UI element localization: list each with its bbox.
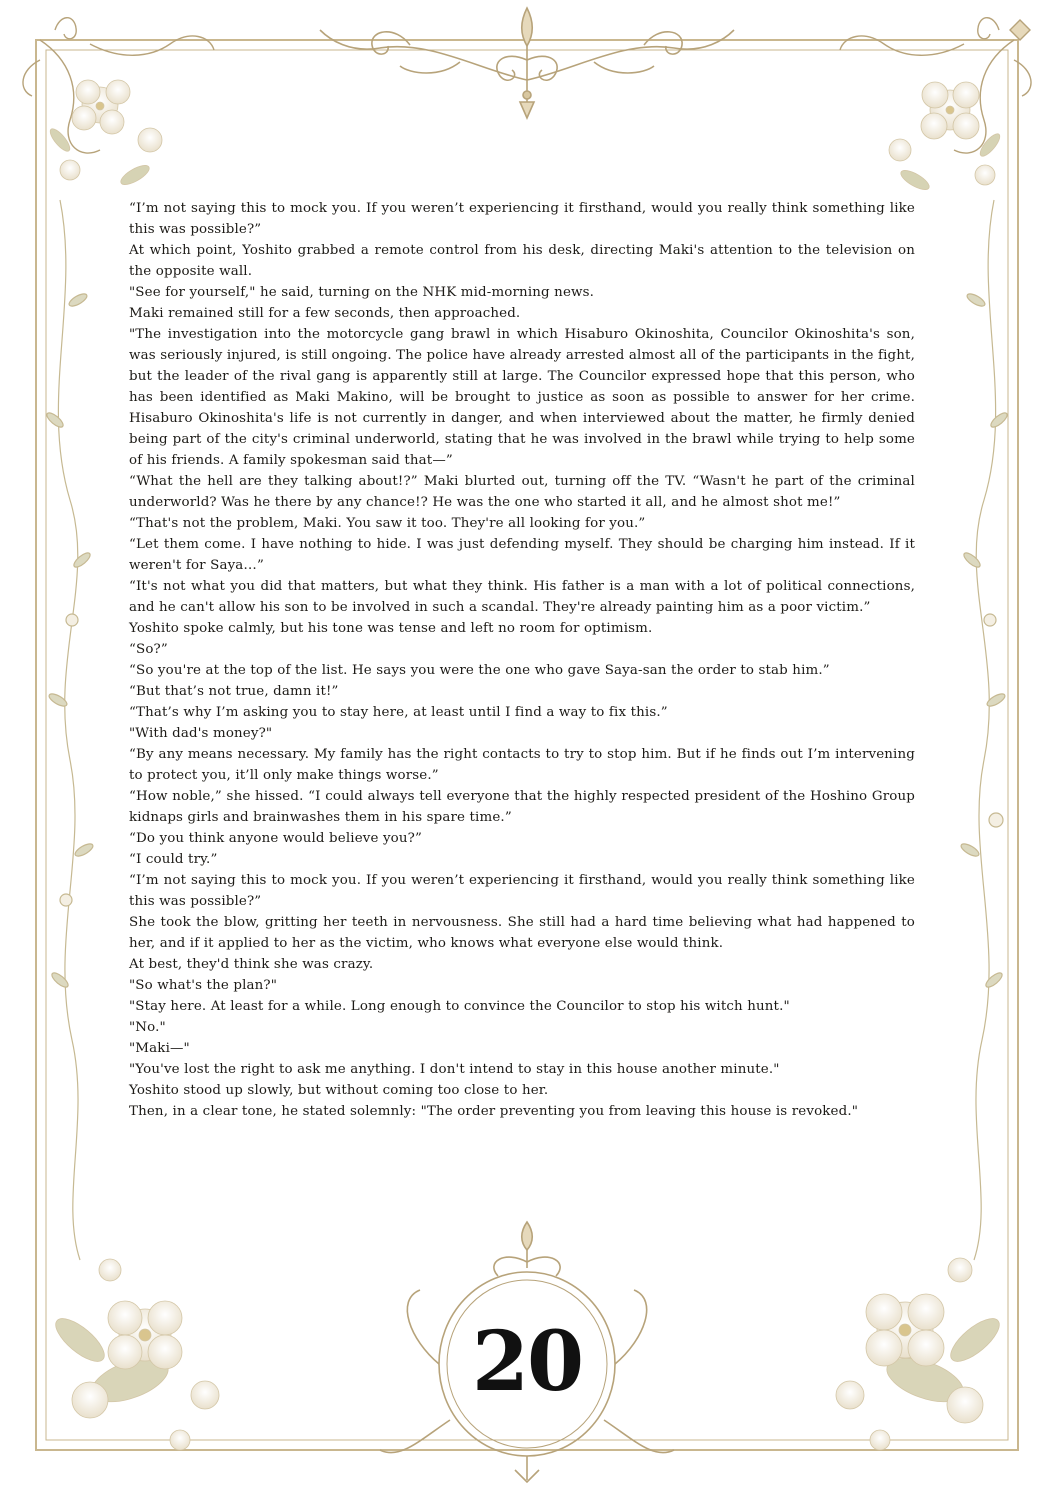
top-left-flowers: [47, 80, 162, 188]
paragraph: “But that’s not true, damn it!”: [129, 684, 339, 699]
paragraph: Yoshito spoke calmly, but his tone was tense and left no room for optimism.: [129, 621, 653, 636]
paragraph: “Do you think anyone would believe you?”: [129, 831, 422, 846]
paragraph: “So you're at the top of the list. He says you were the one who gave Saya-san the order to stab him.”: [129, 663, 830, 678]
paragraph: At best, they'd think she was crazy.: [129, 957, 374, 972]
paragraph: “It's not what you did that matters, but what they think. His father is a man with a lot of political connections, and he can't allow his son to be involved in such a scandal. They're already painting him as a poor victim.”: [129, 579, 915, 615]
paragraph: “I’m not saying this to mock you. If you weren’t experiencing it firsthand, would you really think something like this was possible?”: [129, 873, 915, 909]
right-vine: [959, 200, 1009, 1260]
paragraph: "No.": [129, 1020, 166, 1035]
paragraph: "With dad's money?": [129, 726, 273, 741]
paragraph: "Stay here. At least for a while. Long enough to convince the Councilor to stop his witch hunt.": [129, 999, 790, 1014]
paragraph: At which point, Yoshito grabbed a remote control from his desk, directing Maki's attention to the television on the opposite wall.: [129, 243, 915, 279]
paragraph: She took the blow, gritting her teeth in nervousness. She still had a hard time believing what had happened to her, and if it applied to her as the victim, who knows what everyone else would think.: [129, 915, 915, 951]
paragraph: “I could try.”: [129, 852, 218, 867]
paragraph: "See for yourself," he said, turning on the NHK mid-morning news.: [129, 285, 595, 300]
paragraph: “I’m not saying this to mock you. If you weren’t experiencing it firsthand, would you really think something like this was possible?”: [129, 201, 915, 237]
paragraph: "The investigation into the motorcycle gang brawl in which Hisaburo Okinoshita, Councilor Okinoshita's son, was seriously injured, is still ongoing. The police have already arrested almost all of the participants in the fight, but the leader of the rival gang is apparently still at large. The Councilor expressed hope that this person, who has been identified as Maki Makino, will be brought to justice as soon as possible to answer for her crime. Hisaburo Okinoshita's life is not currently in danger, and when interviewed about the matter, he firmly denied being part of the city's criminal underworld, stating that he was involved in the brawl while trying to help some of his friends. A family spokesman said that—”: [129, 327, 915, 468]
paragraph: Then, in a clear tone, he stated solemnly: "The order preventing you from leaving this house is revoked.": [129, 1104, 859, 1119]
story-text: [129, 198, 915, 1122]
paragraph: “What the hell are they talking about!?” Maki blurted out, turning off the TV. “Wasn't he part of the criminal underworld? Was he there by any chance!? He was the one who started it all, and he almost shot me!”: [129, 474, 915, 510]
bottom-right-flowers: [836, 1258, 1006, 1450]
left-vine: [45, 200, 95, 1260]
paragraph: “Let them come. I have nothing to hide. I was just defending myself. They should be charging him instead. If it weren't for Saya…”: [129, 537, 915, 573]
paragraph: “That's not the problem, Maki. You saw it too. They're all looking for you.”: [129, 516, 646, 531]
paragraph: Yoshito stood up slowly, but without coming too close to her.: [129, 1083, 549, 1098]
top-fleur-ornament: [320, 8, 734, 118]
paragraph: “How noble,” she hissed. “I could always tell everyone that the highly respected president of the Hoshino Group kidnaps girls and brainwashes them in his spare time.”: [129, 789, 915, 825]
paragraph: “That’s why I’m asking you to stay here, at least until I find a way to fix this.”: [129, 705, 668, 720]
page-number: 20: [471, 1314, 583, 1410]
bottom-left-flowers: [49, 1259, 219, 1450]
paragraph: "Maki—": [129, 1041, 190, 1056]
paragraph: Maki remained still for a few seconds, then approached.: [129, 306, 521, 321]
paragraph: "You've lost the right to ask me anything. I don't intend to stay in this house another minute.": [129, 1062, 780, 1077]
paragraph: “So?”: [129, 642, 168, 657]
paragraph: "So what's the plan?": [129, 978, 278, 993]
paragraph: “By any means necessary. My family has the right contacts to try to stop him. But if he finds out I’m intervening to protect you, it’ll only make things worse.”: [129, 747, 915, 783]
